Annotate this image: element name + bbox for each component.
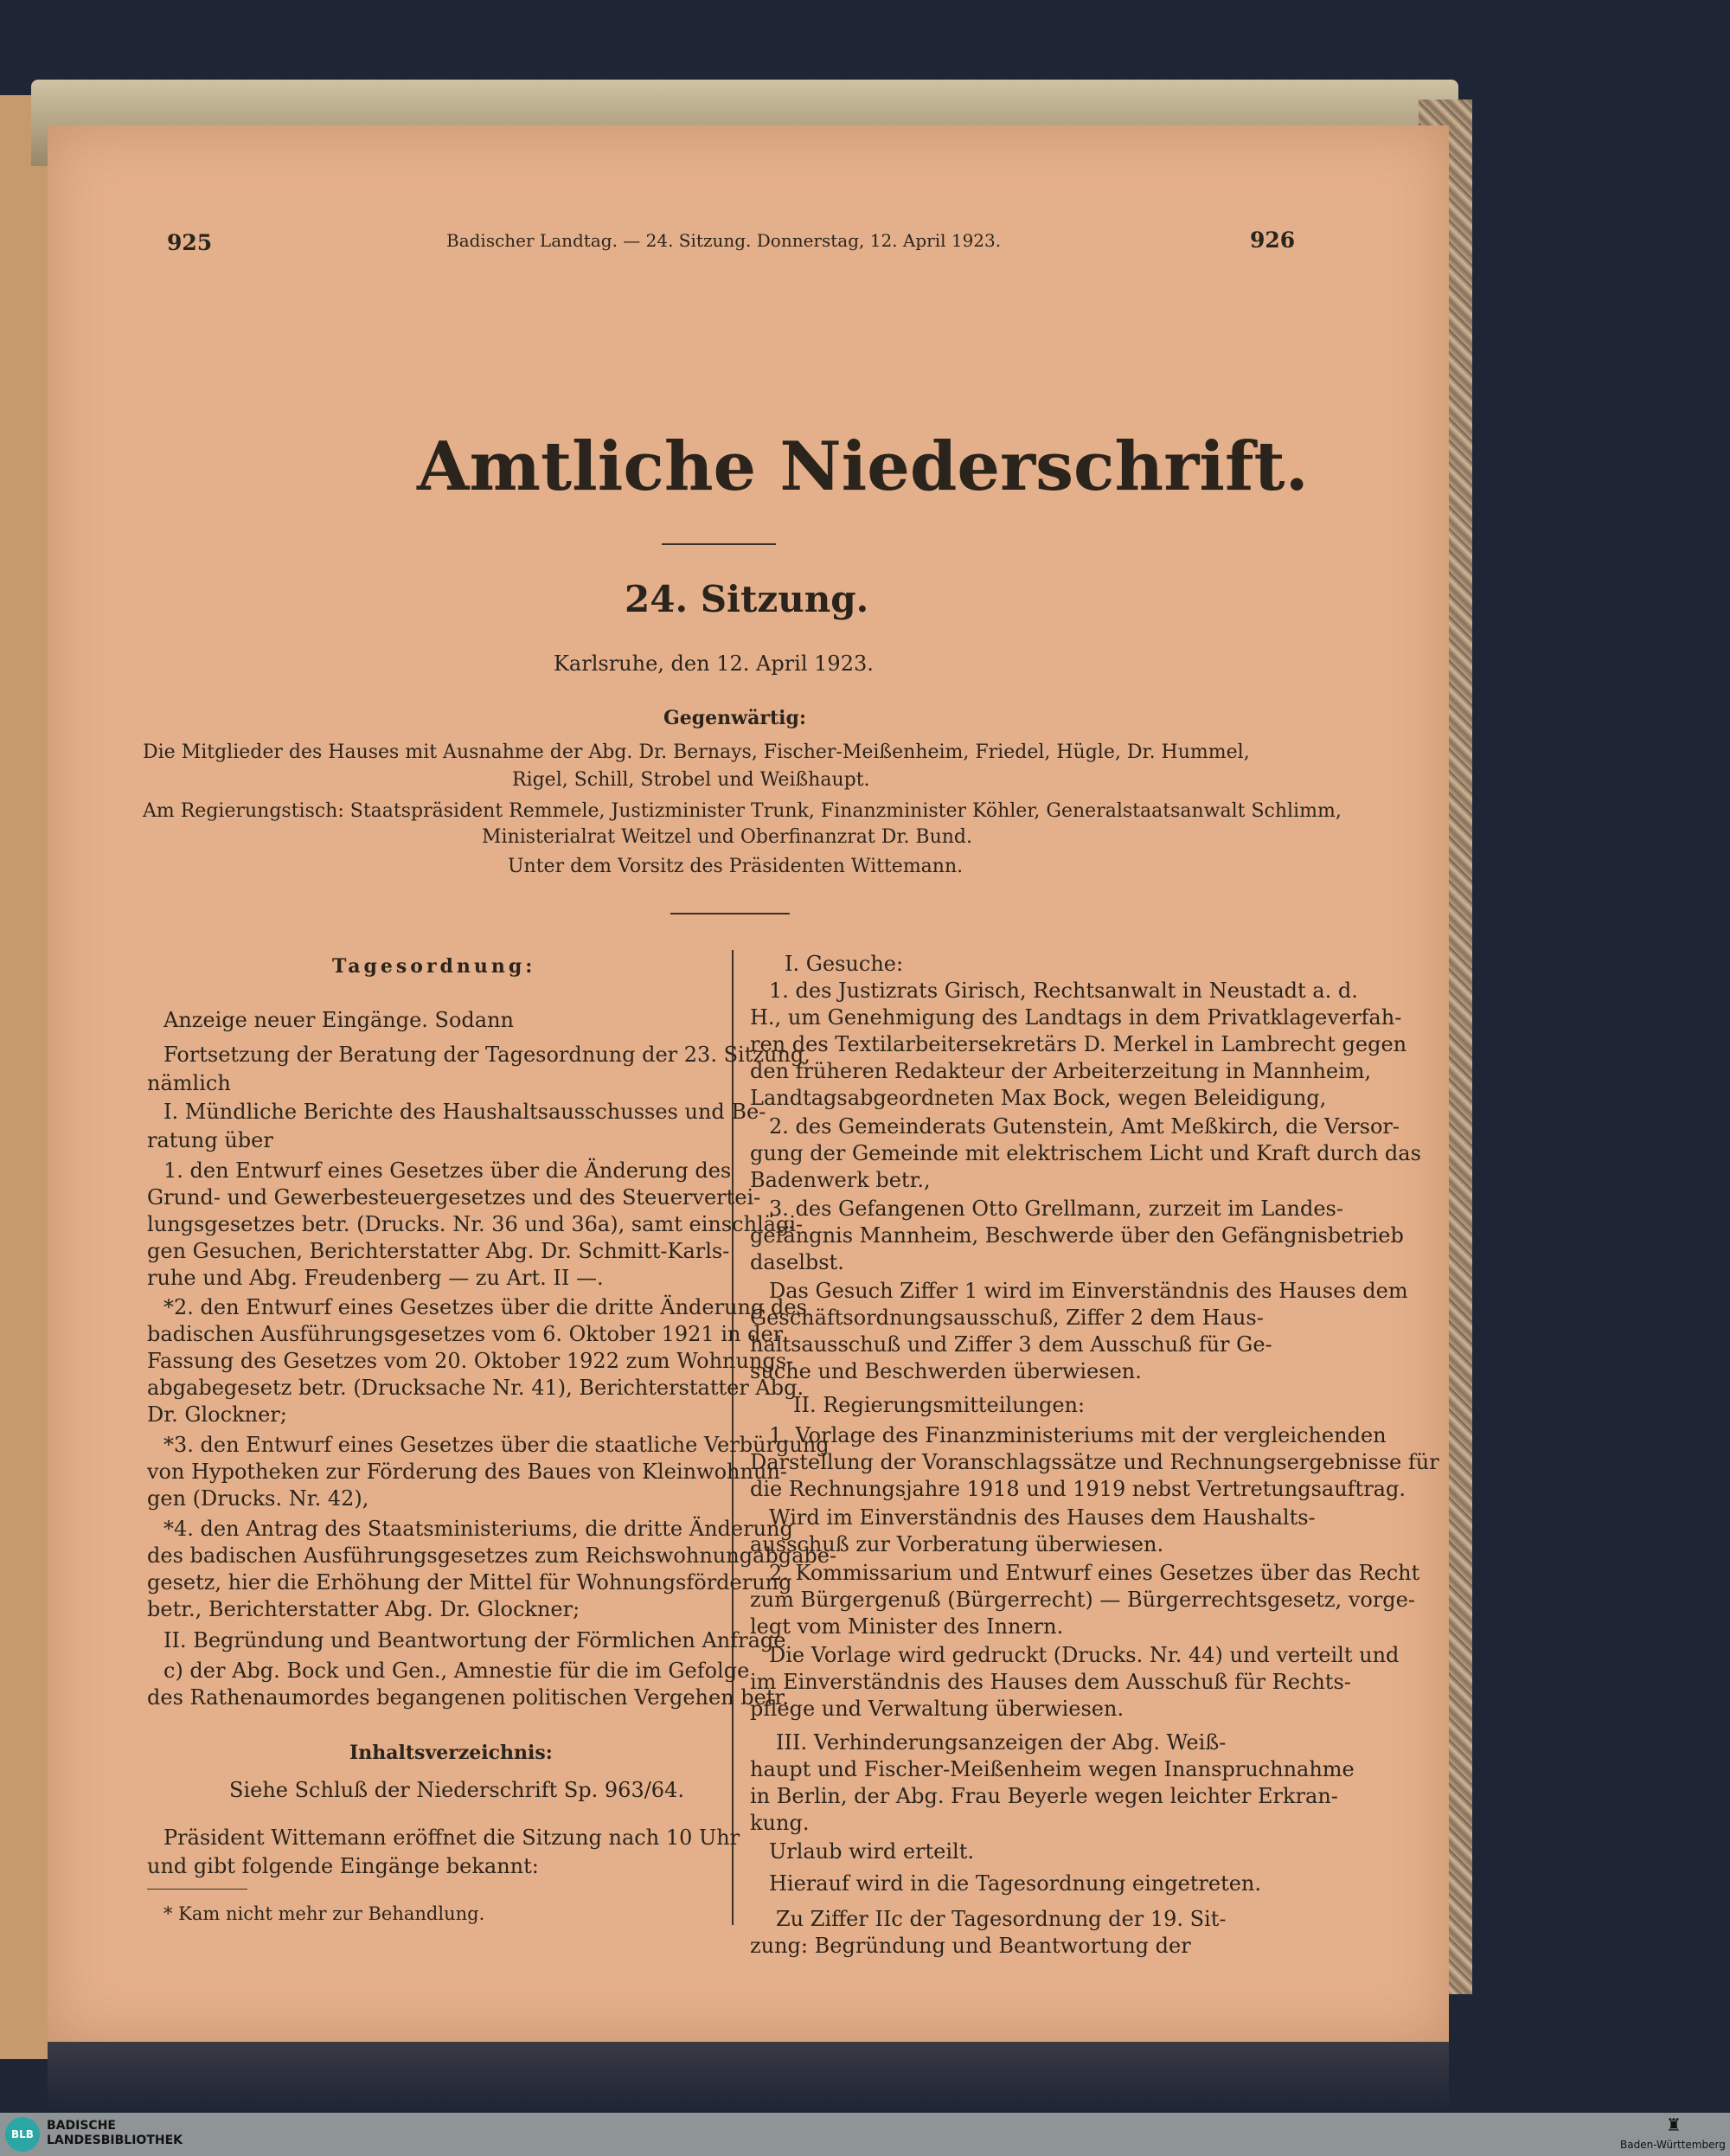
page-bottom-shadow	[48, 2042, 1449, 2111]
left-column-line: Anzeige neuer Eingänge. Sodann	[163, 1008, 515, 1032]
left-column-line: Dr. Glockner;	[147, 1402, 287, 1427]
right-column-line: Badenwerk betr.,	[750, 1168, 931, 1192]
library-name-line2: LANDESBIBLIOTHEK	[47, 2134, 183, 2147]
state-label: Baden-Württemberg	[1620, 2139, 1726, 2151]
right-column-line: Landtagsabgeordneten Max Bock, wegen Beleidigung,	[750, 1086, 1327, 1110]
right-column-line: im Einverständnis des Hauses dem Ausschuß für Rechts-	[750, 1670, 1351, 1694]
left-column-line: betr., Berichterstatter Abg. Dr. Glockner;	[147, 1597, 580, 1621]
right-column-line: Urlaub wird erteilt.	[769, 1839, 974, 1864]
left-column-line: I. Mündliche Berichte des Haushaltsausschusses und Be-	[163, 1100, 766, 1124]
left-column-line: Präsident Wittemann eröffnet die Sitzung nach 10 Uhr	[163, 1826, 740, 1850]
left-column-line: von Hypotheken zur Förderung des Baues von Kleinwohnun-	[147, 1460, 787, 1484]
page-number-right: 926	[1250, 228, 1296, 253]
library-name-line1: BADISCHE	[47, 2119, 116, 2133]
left-column-line: *3. den Entwurf eines Gesetzes über die staatliche Verbürgung	[163, 1433, 830, 1457]
right-column-line: Die Vorlage wird gedruckt (Drucks. Nr. 44) und verteilt und	[769, 1643, 1400, 1667]
right-column-line: gung der Gemeinde mit elektrischem Licht und Kraft durch das	[750, 1141, 1421, 1165]
left-column-line: nämlich	[147, 1071, 231, 1095]
right-column-line: I. Gesuche:	[785, 952, 904, 976]
left-column-line: badischen Ausführungsgesetzes vom 6. Oktober 1921 in der	[147, 1322, 784, 1346]
left-column-line: Grund- und Gewerbesteuergesetzes und des Steuervertei-	[147, 1185, 761, 1210]
present-line: Rigel, Schill, Strobel und Weißhaupt.	[512, 769, 870, 791]
right-column-line: 1. Vorlage des Finanzministeriums mit der vergleichenden	[769, 1423, 1387, 1447]
right-column-line: III. Verhinderungsanzeigen der Abg. Weiß-	[776, 1730, 1227, 1755]
right-column-line: Zu Ziffer IIc der Tagesordnung der 19. Sit-	[776, 1907, 1227, 1931]
right-column-line: H., um Genehmigung des Landtags in dem Privatklageverfah-	[750, 1005, 1402, 1030]
left-column-line: gesetz, hier die Erhöhung der Mittel für Wohnungsförderung	[147, 1570, 792, 1595]
right-column-line: Geschäftsordnungsausschuß, Ziffer 2 dem Haus-	[750, 1306, 1264, 1330]
right-column-line: II. Regierungsmitteilungen:	[793, 1393, 1086, 1417]
left-column-line: Fassung des Gesetzes vom 20. Oktober 1922 zum Wohnungs-	[147, 1349, 794, 1373]
left-column-line: lungsgesetzes betr. (Drucks. Nr. 36 und 36a), samt einschlägi-	[147, 1212, 804, 1236]
right-column-line: 2. Kommissarium und Entwurf eines Gesetzes über das Recht	[769, 1561, 1420, 1585]
left-column-line: ratung über	[147, 1128, 273, 1152]
left-column-line: 1. den Entwurf eines Gesetzes über die Änderung des	[163, 1158, 732, 1183]
right-column-line: suche und Beschwerden überwiesen.	[750, 1359, 1142, 1383]
left-column-line: abgabegesetz betr. (Drucksache Nr. 41), Berichterstatter Abg.	[147, 1376, 804, 1400]
right-column-line: Wird im Einverständnis des Hauses dem Haushalts-	[769, 1505, 1316, 1530]
present-line: Am Regierungstisch: Staatspräsident Remmele, Justizminister Trunk, Finanzminister Köhler, Generalstaatsanwalt Schlimm,	[143, 800, 1342, 822]
right-column-line: zum Bürgergenuß (Bürgerrecht) — Bürgerrechtsgesetz, vorge-	[750, 1588, 1415, 1612]
right-column-line: legt vom Minister des Innern.	[750, 1614, 1064, 1639]
right-column-line: 1. des Justizrats Girisch, Rechtsanwalt in Neustadt a. d.	[769, 979, 1358, 1003]
left-column-line: ruhe und Abg. Freudenberg — zu Art. II —.	[147, 1266, 604, 1290]
present-line: Unter dem Vorsitz des Präsidenten Wittemann.	[508, 856, 964, 877]
left-column-line: *2. den Entwurf eines Gesetzes über die dritte Änderung des	[163, 1295, 807, 1319]
left-column-line: gen (Drucks. Nr. 42),	[147, 1486, 369, 1511]
right-column-line: die Rechnungsjahre 1918 und 1919 nebst Vertretungsauftrag.	[750, 1477, 1406, 1501]
right-column-line: ausschuß zur Vorberatung überwiesen.	[750, 1532, 1164, 1556]
left-column-line: * Kam nicht mehr zur Behandlung.	[163, 1903, 485, 1924]
right-column-line: den früheren Redakteur der Arbeiterzeitung in Mannheim,	[750, 1059, 1372, 1083]
footer-bar	[0, 2113, 1730, 2156]
present-line: Ministerialrat Weitzel und Oberfinanzrat Dr. Bund.	[482, 826, 973, 848]
left-column-line: Tagesordnung:	[332, 955, 536, 978]
document-title: Amtliche Niederschrift.	[417, 427, 1309, 506]
right-column-line: 2. des Gemeinderats Gutenstein, Amt Meßkirch, die Versor-	[769, 1114, 1400, 1139]
left-column-line: und gibt folgende Eingänge bekannt:	[147, 1854, 539, 1878]
right-column-line: in Berlin, der Abg. Frau Beyerle wegen leichter Erkran-	[750, 1784, 1338, 1808]
left-column-line: Inhaltsverzeichnis:	[349, 1742, 553, 1764]
document-page	[48, 125, 1449, 2042]
library-name	[47, 2119, 183, 2148]
right-column-line: haltsausschuß und Ziffer 3 dem Ausschuß für Ge-	[750, 1332, 1272, 1357]
left-column-line: c) der Abg. Bock und Gen., Amnestie für die im Gefolge	[163, 1659, 750, 1683]
footnote-rule	[147, 1889, 247, 1890]
right-column-line: gefängnis Mannheim, Beschwerde über den Gefängnisbetrieb	[750, 1223, 1404, 1248]
left-page-edge	[0, 95, 54, 2059]
left-column-line: gen Gesuchen, Berichterstatter Abg. Dr. Schmitt-Karls-	[147, 1239, 730, 1263]
left-column-line: des Rathenaumordes begangenen politischen Vergehen betr.	[147, 1685, 789, 1710]
running-title: Badischer Landtag. — 24. Sitzung. Donnerstag, 12. April 1923.	[446, 230, 1002, 251]
blb-logo-badge: BLB	[5, 2117, 40, 2152]
right-column-line: zung: Begründung und Beantwortung der	[750, 1934, 1191, 1958]
right-column-line: pflege und Verwaltung überwiesen.	[750, 1697, 1124, 1721]
right-column-line: Hierauf wird in die Tagesordnung eingetreten.	[769, 1871, 1262, 1896]
right-column-line: Darstellung der Voranschlagssätze und Rechnungsergebnisse für	[750, 1450, 1439, 1474]
session-title: 24. Sitzung.	[625, 578, 869, 620]
right-column-line: daselbst.	[750, 1250, 844, 1274]
left-column-line: des badischen Ausführungsgesetzes zum Reichswohnungabgabe-	[147, 1543, 837, 1568]
left-column-line: Siehe Schluß der Niederschrift Sp. 963/64.	[229, 1778, 684, 1802]
right-column-line: haupt und Fischer-Meißenheim wegen Inanspruchnahme	[750, 1757, 1355, 1781]
page-number-left: 925	[167, 230, 213, 255]
coat-of-arms-icon: ♜	[1666, 2114, 1682, 2135]
present-heading: Gegenwärtig:	[663, 707, 806, 729]
title-divider	[662, 543, 776, 545]
right-column-line: Das Gesuch Ziffer 1 wird im Einverständnis des Hauses dem	[769, 1279, 1408, 1303]
left-column-line: *4. den Antrag des Staatsministeriums, die dritte Änderung	[163, 1517, 793, 1541]
right-column-line: kung.	[750, 1811, 810, 1835]
date-line: Karlsruhe, den 12. April 1923.	[554, 651, 874, 676]
present-line: Die Mitglieder des Hauses mit Ausnahme der Abg. Dr. Bernays, Fischer-Meißenheim, Friedel, Hügle, Dr. Hummel,	[143, 741, 1250, 763]
left-column-line: II. Begründung und Beantwortung der Förmlichen Anfrage	[163, 1628, 786, 1652]
right-column-line: ren des Textilarbeitersekretärs D. Merkel in Lambrecht gegen	[750, 1032, 1407, 1056]
left-column-line: Fortsetzung der Beratung der Tagesordnung der 23. Sitzung,	[163, 1043, 811, 1067]
right-column-line: 3. des Gefangenen Otto Grellmann, zurzeit im Landes-	[769, 1197, 1343, 1221]
section-divider	[670, 913, 790, 914]
